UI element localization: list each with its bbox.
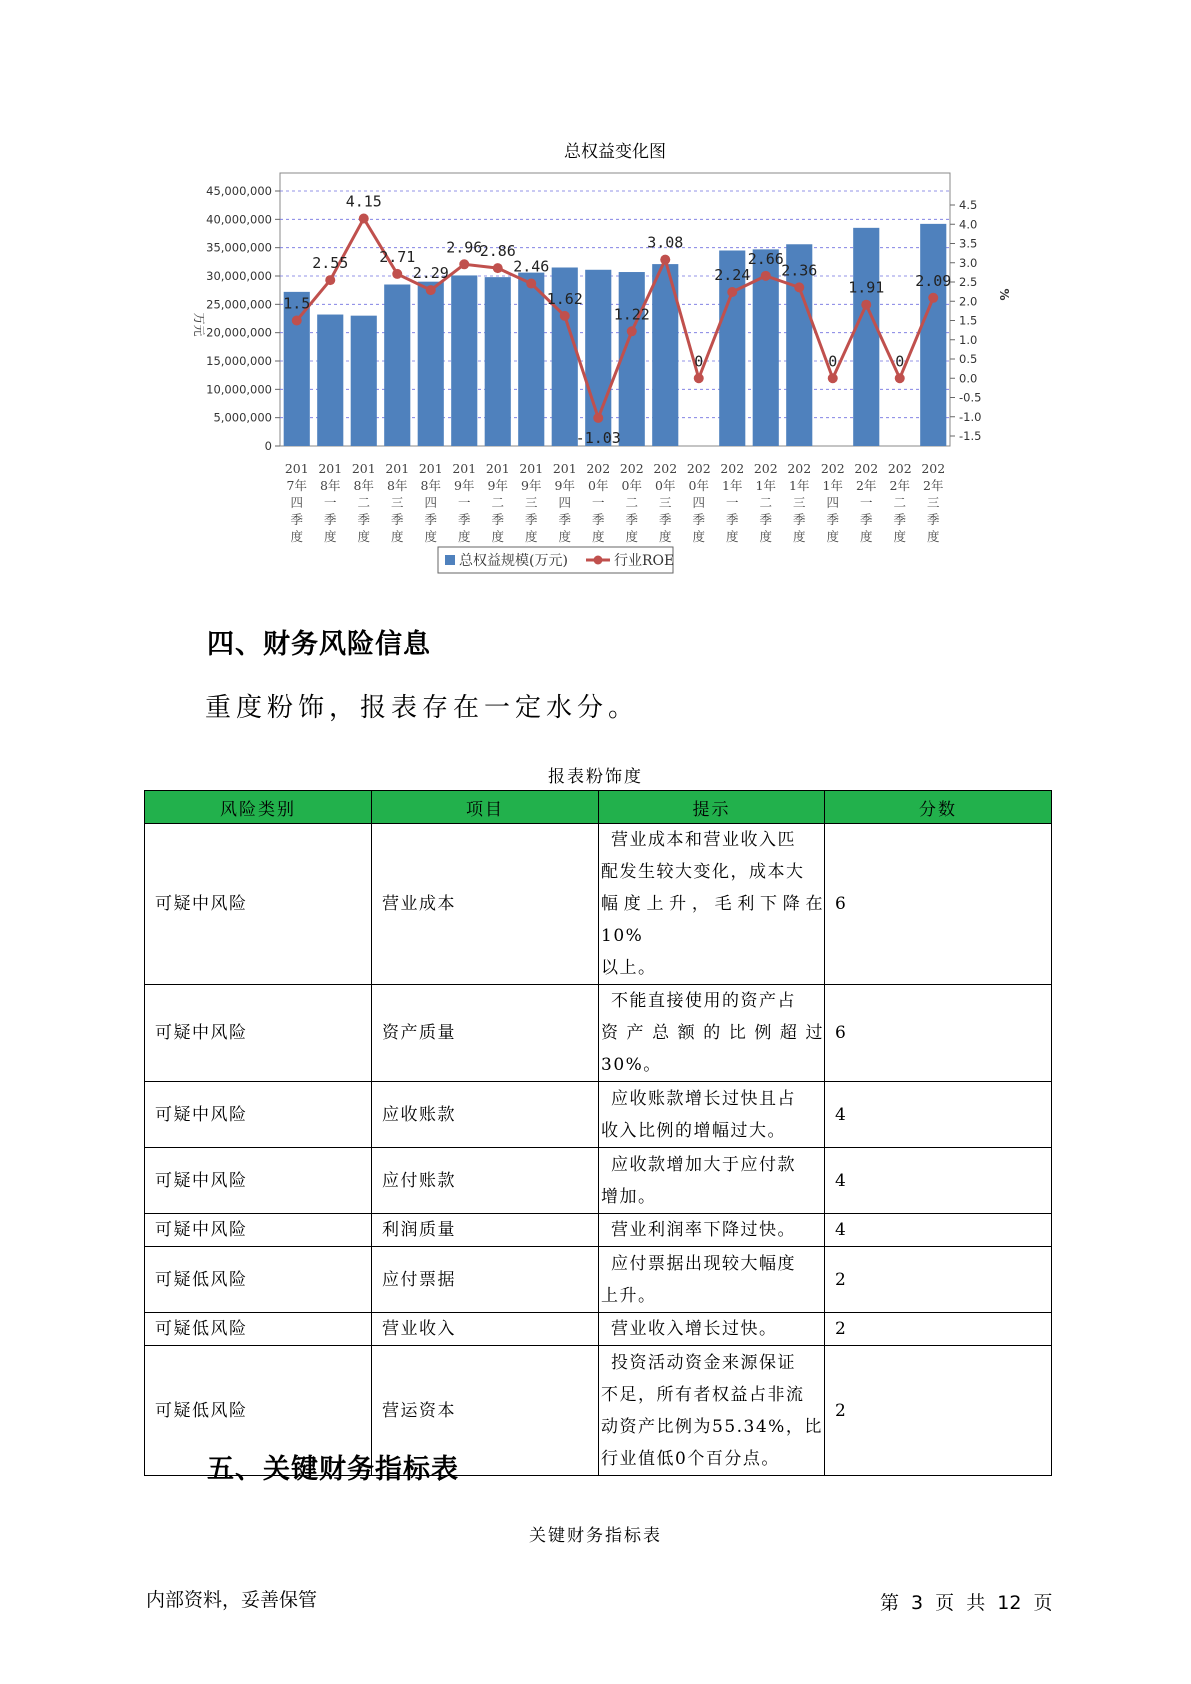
x-tick-label: 201 xyxy=(485,461,510,476)
x-tick-label: 1年 xyxy=(722,478,743,493)
x-tick-label: 季 xyxy=(759,512,773,527)
y2-tick-label: -1.0 xyxy=(959,409,982,424)
risk-tip-line: 幅度上升，毛利下降在10% xyxy=(601,894,824,946)
roe-point xyxy=(459,259,469,269)
x-tick-label: 8年 xyxy=(320,478,341,493)
x-tick-label: 度 xyxy=(625,529,639,544)
x-tick-label: 度 xyxy=(725,529,739,544)
x-tick-label: 9年 xyxy=(554,478,575,493)
roe-point xyxy=(928,293,938,303)
legend-line-marker xyxy=(594,556,603,565)
x-tick-label: 7年 xyxy=(286,478,307,493)
x-tick-label: 二 xyxy=(491,495,505,510)
risk-category-cell: 可疑中风险 xyxy=(145,1148,372,1214)
risk-item-cell: 应付账款 xyxy=(372,1148,599,1214)
risk-tip-cell xyxy=(599,985,825,1082)
bar xyxy=(351,316,377,446)
header-score: 分数 xyxy=(825,791,1052,824)
x-tick-label: 二 xyxy=(759,495,773,510)
legend-bar-label: 总权益规模(万元) xyxy=(459,553,568,569)
x-tick-label: 202 xyxy=(720,461,745,476)
x-tick-label: 二 xyxy=(357,495,371,510)
roe-data-label: 1.22 xyxy=(613,305,650,324)
x-tick-label: 0年 xyxy=(688,478,709,493)
y-tick-label: 15,000,000 xyxy=(206,354,272,368)
roe-data-label: 2.36 xyxy=(781,261,818,280)
x-tick-label: 三 xyxy=(926,495,940,510)
x-tick-label: 201 xyxy=(351,461,376,476)
risk-tip-line: 增加。 xyxy=(601,1186,657,1207)
roe-data-label: 1.62 xyxy=(546,289,583,308)
risk-table-header-row xyxy=(145,791,1052,824)
y-tick-label: 25,000,000 xyxy=(206,297,272,312)
y-tick-label: 5,000,000 xyxy=(213,410,272,425)
x-tick-label: 季 xyxy=(926,512,940,527)
footer-page-number: 第 3 页 共 12 页 xyxy=(880,1592,1053,1614)
x-tick-label: 一 xyxy=(457,495,471,510)
risk-table xyxy=(144,790,1052,1476)
risk-item-cell: 营运资本 xyxy=(372,1346,599,1476)
x-tick-label: 度 xyxy=(926,529,940,544)
y2-axis-label: % xyxy=(997,288,1011,301)
footer-confidential: 内部资料，妥善保管 xyxy=(146,1589,318,1611)
x-tick-label: 202 xyxy=(820,461,845,476)
x-tick-label: 201 xyxy=(519,461,544,476)
roe-point xyxy=(359,213,369,223)
roe-data-label: 2.55 xyxy=(312,254,349,273)
x-tick-label: 202 xyxy=(787,461,812,476)
y-tick-label: 30,000,000 xyxy=(206,269,272,283)
x-tick-label: 度 xyxy=(424,529,438,544)
roe-data-label: 2.96 xyxy=(446,238,483,257)
y2-tick-label: 4.5 xyxy=(959,198,978,212)
roe-point xyxy=(694,373,704,383)
x-tick-label: 季 xyxy=(290,512,304,527)
risk-tip-line: 应付票据出现较大幅度 xyxy=(611,1253,796,1274)
x-tick-label: 1年 xyxy=(789,478,810,493)
roe-data-label: 2.66 xyxy=(747,249,784,268)
roe-point xyxy=(593,413,603,423)
risk-tip-line: 上升。 xyxy=(601,1285,657,1306)
x-tick-label: 9年 xyxy=(521,478,542,493)
risk-category-cell: 可疑中风险 xyxy=(145,985,372,1082)
risk-category-cell: 可疑低风险 xyxy=(145,1247,372,1313)
x-tick-label: 2年 xyxy=(889,478,910,493)
x-tick-label: 度 xyxy=(390,529,404,544)
x-tick-label: 四 xyxy=(558,495,572,510)
x-tick-label: 202 xyxy=(686,461,711,476)
roe-data-label: 0 xyxy=(895,352,905,371)
x-tick-label: 0年 xyxy=(588,478,609,493)
y2-tick-label: 2.0 xyxy=(959,294,978,309)
x-tick-label: 季 xyxy=(658,512,672,527)
risk-tip-cell xyxy=(599,1346,825,1476)
x-tick-label: 度 xyxy=(357,529,371,544)
risk-score-cell: 4 xyxy=(825,1214,1052,1247)
y-tick-label: 40,000,000 xyxy=(206,212,272,227)
x-tick-label: 度 xyxy=(792,529,806,544)
roe-point xyxy=(627,326,637,336)
risk-score-cell: 2 xyxy=(825,1346,1052,1476)
roe-point xyxy=(660,255,670,265)
x-tick-label: 一 xyxy=(323,495,337,510)
x-tick-label: 二 xyxy=(625,495,639,510)
risk-tip-cell xyxy=(599,1214,825,1247)
roe-data-label: 0 xyxy=(694,352,704,371)
risk-tip-line: 以上。 xyxy=(601,958,657,978)
risk-tip-line: 应收款增加大于应付款 xyxy=(611,1154,796,1175)
x-tick-label: 201 xyxy=(385,461,410,476)
risk-score-cell: 6 xyxy=(825,824,1052,985)
x-tick-label: 季 xyxy=(859,512,873,527)
risk-tip-line: 营业利润率下降过快。 xyxy=(611,1220,796,1240)
section4-paragraph: 重度粉饰，报表存在一定水分。 xyxy=(205,693,640,723)
roe-point xyxy=(526,279,536,289)
x-tick-label: 202 xyxy=(921,461,946,476)
legend-line-label: 行业ROE xyxy=(614,553,675,569)
risk-tip-line: 配发生较大变化，成本大 xyxy=(601,862,805,882)
x-tick-label: 0年 xyxy=(621,478,642,493)
chart-title: 总权益变化图 xyxy=(564,142,666,162)
risk-category-cell: 可疑低风险 xyxy=(145,1346,372,1476)
bar xyxy=(384,285,410,447)
risk-tip-line: 不能直接使用的资产占 xyxy=(611,991,796,1011)
x-tick-label: 二 xyxy=(893,495,907,510)
x-tick-label: 8年 xyxy=(420,478,441,493)
risk-tip-cell xyxy=(599,1313,825,1346)
x-tick-label: 201 xyxy=(418,461,443,476)
x-tick-label: 度 xyxy=(457,529,471,544)
x-tick-label: 四 xyxy=(290,495,304,510)
bar xyxy=(284,292,310,446)
roe-point xyxy=(493,263,503,273)
x-tick-label: 202 xyxy=(753,461,778,476)
x-tick-label: 三 xyxy=(390,495,404,510)
x-tick-label: 季 xyxy=(357,512,371,527)
roe-data-label: 2.24 xyxy=(714,266,751,285)
header-tip: 提示 xyxy=(599,791,825,824)
roe-point xyxy=(895,373,905,383)
risk-tip-line: 动资产比例为55.34%，比 xyxy=(601,1416,823,1437)
x-tick-label: 四 xyxy=(692,495,706,510)
roe-data-label: 0 xyxy=(828,352,838,371)
bar xyxy=(451,275,477,446)
x-tick-label: 201 xyxy=(452,461,477,476)
risk-tip-line: 行业值低0个百分点。 xyxy=(601,1448,780,1469)
x-tick-label: 1年 xyxy=(755,478,776,493)
table-row xyxy=(145,824,1052,985)
x-tick-label: 季 xyxy=(558,512,572,527)
y2-tick-label: -0.5 xyxy=(959,390,982,405)
roe-data-label: 2.71 xyxy=(379,247,416,266)
x-tick-label: 三 xyxy=(792,495,806,510)
y-tick-label: 45,000,000 xyxy=(206,184,272,198)
table-row xyxy=(145,985,1052,1082)
x-tick-label: 度 xyxy=(524,529,538,544)
x-tick-label: 四 xyxy=(826,495,840,510)
y-tick-label: 20,000,000 xyxy=(206,325,272,340)
y2-tick-label: 0.5 xyxy=(959,352,978,366)
x-tick-label: 8年 xyxy=(353,478,374,493)
table-row xyxy=(145,1247,1052,1313)
x-tick-label: 度 xyxy=(658,529,672,544)
x-tick-label: 度 xyxy=(759,529,773,544)
x-tick-label: 季 xyxy=(792,512,806,527)
risk-tip-line: 投资活动资金来源保证 xyxy=(611,1352,796,1373)
y-tick-label: 10,000,000 xyxy=(206,382,272,397)
roe-point xyxy=(727,287,737,297)
x-tick-label: 度 xyxy=(692,529,706,544)
roe-point xyxy=(828,373,838,383)
x-tick-label: 度 xyxy=(591,529,605,544)
y2-tick-label: 3.0 xyxy=(959,255,978,270)
x-tick-label: 季 xyxy=(725,512,739,527)
equity-chart-svg xyxy=(180,140,1020,590)
x-tick-label: 202 xyxy=(653,461,678,476)
x-tick-label: 201 xyxy=(284,461,309,476)
x-tick-label: 一 xyxy=(725,495,739,510)
risk-tip-line: 应收账款增长过快且占 xyxy=(611,1088,796,1109)
bar xyxy=(518,273,544,446)
y-tick-label: 35,000,000 xyxy=(206,240,272,255)
table-row xyxy=(145,1148,1052,1214)
x-tick-label: 201 xyxy=(318,461,343,476)
roe-point xyxy=(560,311,570,321)
legend-bar-swatch xyxy=(445,555,455,565)
risk-tip-cell xyxy=(599,824,825,985)
risk-table-caption: 报表粉饰度 xyxy=(548,767,643,787)
y2-tick-label: 3.5 xyxy=(959,236,978,251)
risk-category-cell: 可疑低风险 xyxy=(145,1313,372,1346)
x-tick-label: 度 xyxy=(826,529,840,544)
roe-data-label: 1.5 xyxy=(283,294,311,313)
risk-table-body xyxy=(145,824,1052,1476)
risk-score-cell: 2 xyxy=(825,1247,1052,1313)
y2-tick-label: 1.0 xyxy=(959,332,978,347)
x-tick-label: 一 xyxy=(591,495,605,510)
risk-score-cell: 2 xyxy=(825,1313,1052,1346)
x-tick-label: 季 xyxy=(491,512,505,527)
x-tick-label: 9年 xyxy=(487,478,508,493)
header-item: 项目 xyxy=(372,791,599,824)
x-tick-label: 度 xyxy=(893,529,907,544)
financial-table-caption: 关键财务指标表 xyxy=(529,1526,662,1546)
x-tick-label: 季 xyxy=(591,512,605,527)
roe-point xyxy=(861,300,871,310)
y2-tick-label: 4.0 xyxy=(959,217,978,232)
x-tick-label: 202 xyxy=(586,461,611,476)
risk-item-cell: 应付票据 xyxy=(372,1247,599,1313)
roe-data-label: 2.86 xyxy=(479,242,516,261)
x-tick-label: 202 xyxy=(854,461,879,476)
x-tick-label: 季 xyxy=(323,512,337,527)
x-tick-label: 8年 xyxy=(387,478,408,493)
y2-tick-label: 1.5 xyxy=(959,313,978,328)
x-tick-label: 季 xyxy=(524,512,538,527)
x-tick-label: 度 xyxy=(491,529,505,544)
x-tick-label: 季 xyxy=(390,512,404,527)
roe-point xyxy=(292,316,302,326)
risk-score-cell: 4 xyxy=(825,1148,1052,1214)
roe-point xyxy=(325,275,335,285)
y2-tick-label: -1.5 xyxy=(959,429,982,443)
risk-tip-line: 不足，所有者权益占非流 xyxy=(601,1384,805,1405)
risk-tip-line: 营业成本和营业收入匹 xyxy=(611,830,796,850)
table-row xyxy=(145,1214,1052,1247)
roe-data-label: 2.09 xyxy=(915,271,952,290)
header-category: 风险类别 xyxy=(145,791,372,824)
bar xyxy=(418,282,444,446)
x-tick-label: 季 xyxy=(457,512,471,527)
table-row xyxy=(145,1082,1052,1148)
y2-tick-label: 0.0 xyxy=(959,371,978,386)
roe-data-label: 3.08 xyxy=(647,233,684,252)
x-tick-label: 季 xyxy=(826,512,840,527)
x-tick-label: 四 xyxy=(424,495,438,510)
risk-tip-line: 资产总额的比例超过30%。 xyxy=(601,1023,824,1075)
x-tick-label: 三 xyxy=(524,495,538,510)
x-tick-label: 季 xyxy=(625,512,639,527)
risk-tip-cell xyxy=(599,1148,825,1214)
roe-data-label: 4.15 xyxy=(345,192,382,211)
x-tick-label: 202 xyxy=(619,461,644,476)
roe-data-label: 2.46 xyxy=(513,257,550,276)
risk-item-cell: 资产质量 xyxy=(372,985,599,1082)
roe-data-label: 2.29 xyxy=(412,264,449,283)
risk-item-cell: 应收账款 xyxy=(372,1082,599,1148)
risk-item-cell: 营业收入 xyxy=(372,1313,599,1346)
x-tick-label: 度 xyxy=(859,529,873,544)
x-tick-label: 9年 xyxy=(454,478,475,493)
roe-data-label: -1.03 xyxy=(575,428,621,447)
x-tick-label: 度 xyxy=(290,529,304,544)
bar xyxy=(317,315,343,446)
x-tick-label: 0年 xyxy=(655,478,676,493)
roe-data-label: 1.91 xyxy=(848,278,885,297)
table-row xyxy=(145,1313,1052,1346)
risk-category-cell: 可疑中风险 xyxy=(145,1082,372,1148)
x-tick-label: 季 xyxy=(424,512,438,527)
risk-category-cell: 可疑中风险 xyxy=(145,1214,372,1247)
roe-point xyxy=(426,285,436,295)
x-tick-label: 201 xyxy=(552,461,577,476)
x-tick-label: 季 xyxy=(893,512,907,527)
roe-point xyxy=(392,269,402,279)
section5-heading: 五、关键财务指标表 xyxy=(207,1454,459,1485)
x-tick-label: 2年 xyxy=(923,478,944,493)
roe-point xyxy=(761,271,771,281)
risk-item-cell: 营业成本 xyxy=(372,824,599,985)
risk-tip-cell xyxy=(599,1247,825,1313)
y2-tick-label: 2.5 xyxy=(959,275,978,289)
risk-score-cell: 4 xyxy=(825,1082,1052,1148)
x-tick-label: 1年 xyxy=(822,478,843,493)
risk-category-cell: 可疑中风险 xyxy=(145,824,372,985)
x-tick-label: 季 xyxy=(692,512,706,527)
y-axis-label: 万元 xyxy=(192,312,206,337)
risk-tip-cell xyxy=(599,1082,825,1148)
x-tick-label: 202 xyxy=(887,461,912,476)
bar xyxy=(853,228,879,446)
x-tick-label: 度 xyxy=(558,529,572,544)
risk-score-cell: 6 xyxy=(825,985,1052,1082)
equity-chart xyxy=(180,140,1020,590)
x-tick-label: 度 xyxy=(323,529,337,544)
bar xyxy=(920,224,946,446)
roe-point xyxy=(794,282,804,292)
x-tick-label: 三 xyxy=(658,495,672,510)
section4-heading: 四、财务风险信息 xyxy=(207,629,431,660)
risk-tip-line: 收入比例的增幅过大。 xyxy=(601,1120,786,1141)
x-tick-label: 一 xyxy=(859,495,873,510)
bar xyxy=(485,277,511,446)
risk-tip-line: 营业收入增长过快。 xyxy=(611,1319,778,1339)
y-tick-label: 0 xyxy=(264,439,272,453)
risk-item-cell: 利润质量 xyxy=(372,1214,599,1247)
x-tick-label: 2年 xyxy=(856,478,877,493)
